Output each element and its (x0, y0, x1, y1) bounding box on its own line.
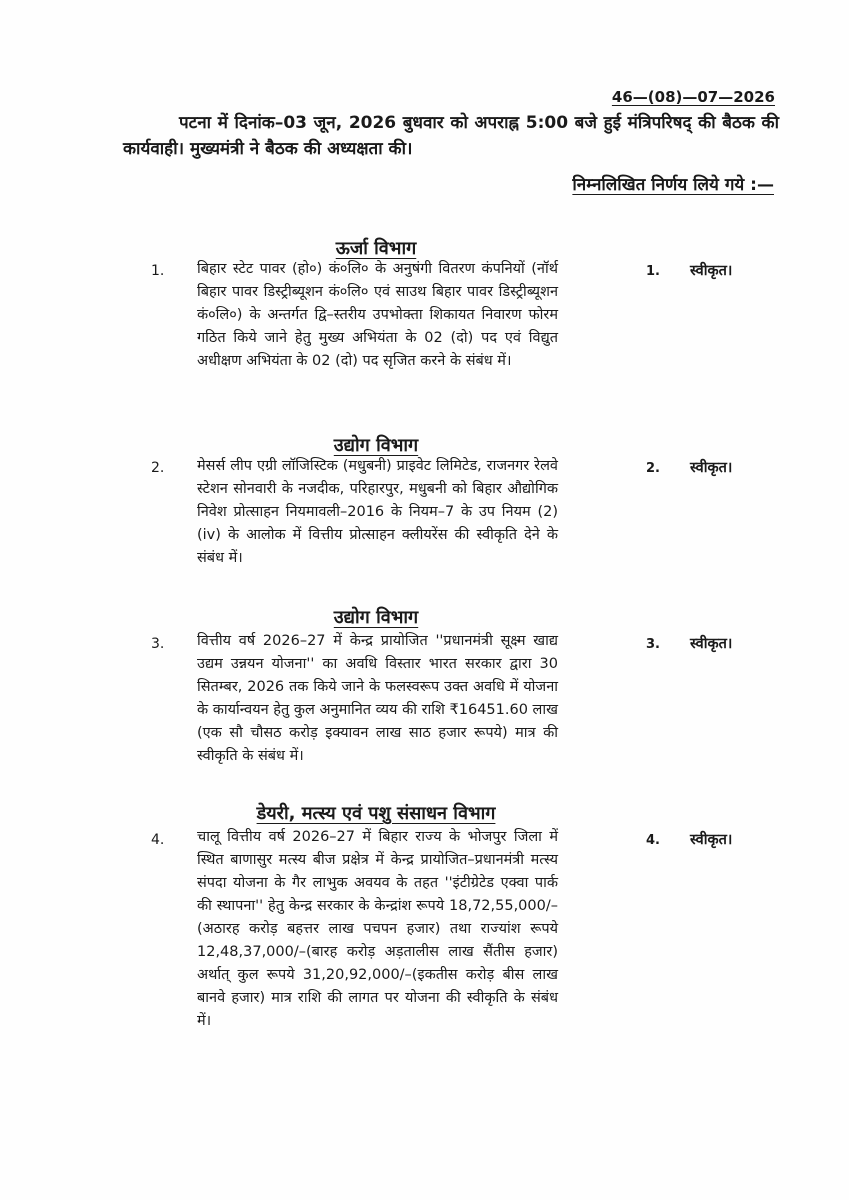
item-number: 1. (151, 263, 165, 279)
item-status (646, 633, 732, 653)
meeting-intro-paragraph: पटना में दिनांक–03 जून, 2026 बुधवार को अपराह्न 5:00 बजे हुई मंत्रिपरिषद् की बैठक की कार्यवाही। मुख्यमंत्री ने बैठक की अध्यक्षता की। (123, 113, 779, 159)
decisions-heading: निम्नलिखित निर्णय लिये गये :— (572, 175, 774, 195)
reference-number: 46—(08)—07—2026 (611, 88, 775, 106)
status-label: स्वीकृत। (690, 636, 733, 652)
status-number: 3. (646, 637, 660, 652)
status-number: 1. (646, 264, 660, 279)
status-label: स्वीकृत। (690, 460, 733, 476)
status-number: 4. (646, 833, 660, 848)
item-number: 4. (151, 832, 165, 848)
item-number: 2. (151, 460, 165, 476)
department-heading: डेयरी, मत्स्य एवं पशु संसाधन विभाग (256, 803, 496, 824)
item-number: 3. (151, 636, 165, 652)
item-status (646, 829, 732, 849)
item-text: मेसर्स लीप एग्री लॉजिस्टिक (मधुबनी) प्राइवेट लिमिटेड, राजनगर रेलवे स्टेशन सोनवारी के नजदीक, परिहारपुर, मधुबनी को बिहार औद्योगिक निवेश प्रोत्साहन नियमावली–2016 के नियम–7 के उप नियम (2)(iv) के आलोक में वित्तीय प्रोत्साहन क्लीयरेंस की स्वीकृति देने के संबंध में। (197, 458, 558, 566)
department-heading: ऊर्जा विभाग (335, 238, 417, 259)
item-text: वित्तीय वर्ष 2026–27 में केन्द्र प्रायोजित ''प्रधानमंत्री सूक्ष्म खाद्य उद्यम उन्नयन योजना'' का अवधि विस्तार भारत सरकार द्वारा 30 सितम्बर, 2026 तक किये जाने के फलस्वरूप उक्त अवधि में योजना के कार्यान्वयन हेतु कुल अनुमानित व्यय की राशि ₹16451.60 लाख (एक सौ चौसठ करोड़ इक्यावन लाख साठ हजार रूपये) मात्र की स्वीकृति के संबंध में। (197, 633, 558, 764)
status-number: 2. (646, 461, 660, 476)
department-heading: उद्योग विभाग (333, 607, 419, 628)
department-heading: उद्योग विभाग (333, 435, 419, 456)
item-status (646, 457, 732, 477)
item-text: बिहार स्टेट पावर (हो०) कं०लि० के अनुषंगी वितरण कंपनियों (नॉर्थ बिहार पावर डिस्ट्रीब्यूशन कं०लि० एवं साउथ बिहार पावर डिस्ट्रीब्यूशन कं०लि०) के अन्तर्गत द्वि–स्तरीय उपभोक्ता शिकायत निवारण फोरम गठित किये जाने हेतु मुख्य अभियंता के 02 (दो) पद एवं विद्युत अधीक्षण अभियंता के 02 (दो) पद सृजित करने के संबंध में। (197, 261, 558, 369)
status-label: स्वीकृत। (690, 832, 733, 848)
item-status (646, 260, 732, 280)
item-text: चालू वित्तीय वर्ष 2026–27 में बिहार राज्य के भोजपुर जिला में स्थित बाणासुर मत्स्य बीज प्रक्षेत्र में केन्द्र प्रायोजित–प्रधानमंत्री मत्स्य संपदा योजना के गैर लाभुक अवयव के तहत ''इंटीग्रेटेड एक्वा पार्क की स्थापना'' हेतु केन्द्र सरकार के केन्द्रांश रूपये 18,72,55,000/– (अठारह करोड़ बहत्तर लाख पचपन हजार) तथा राज्यांश रूपये 12,48,37,000/–(बारह करोड़ अड़तालीस लाख सैंतीस हजार) अर्थात् कुल रूपये 31,20,92,000/–(इकतीस करोड़ बीस लाख बानवे हजार) मात्र राशि की लागत पर योजना की स्वीकृति के संबंध में। (197, 829, 558, 1029)
status-label: स्वीकृत। (690, 263, 733, 279)
